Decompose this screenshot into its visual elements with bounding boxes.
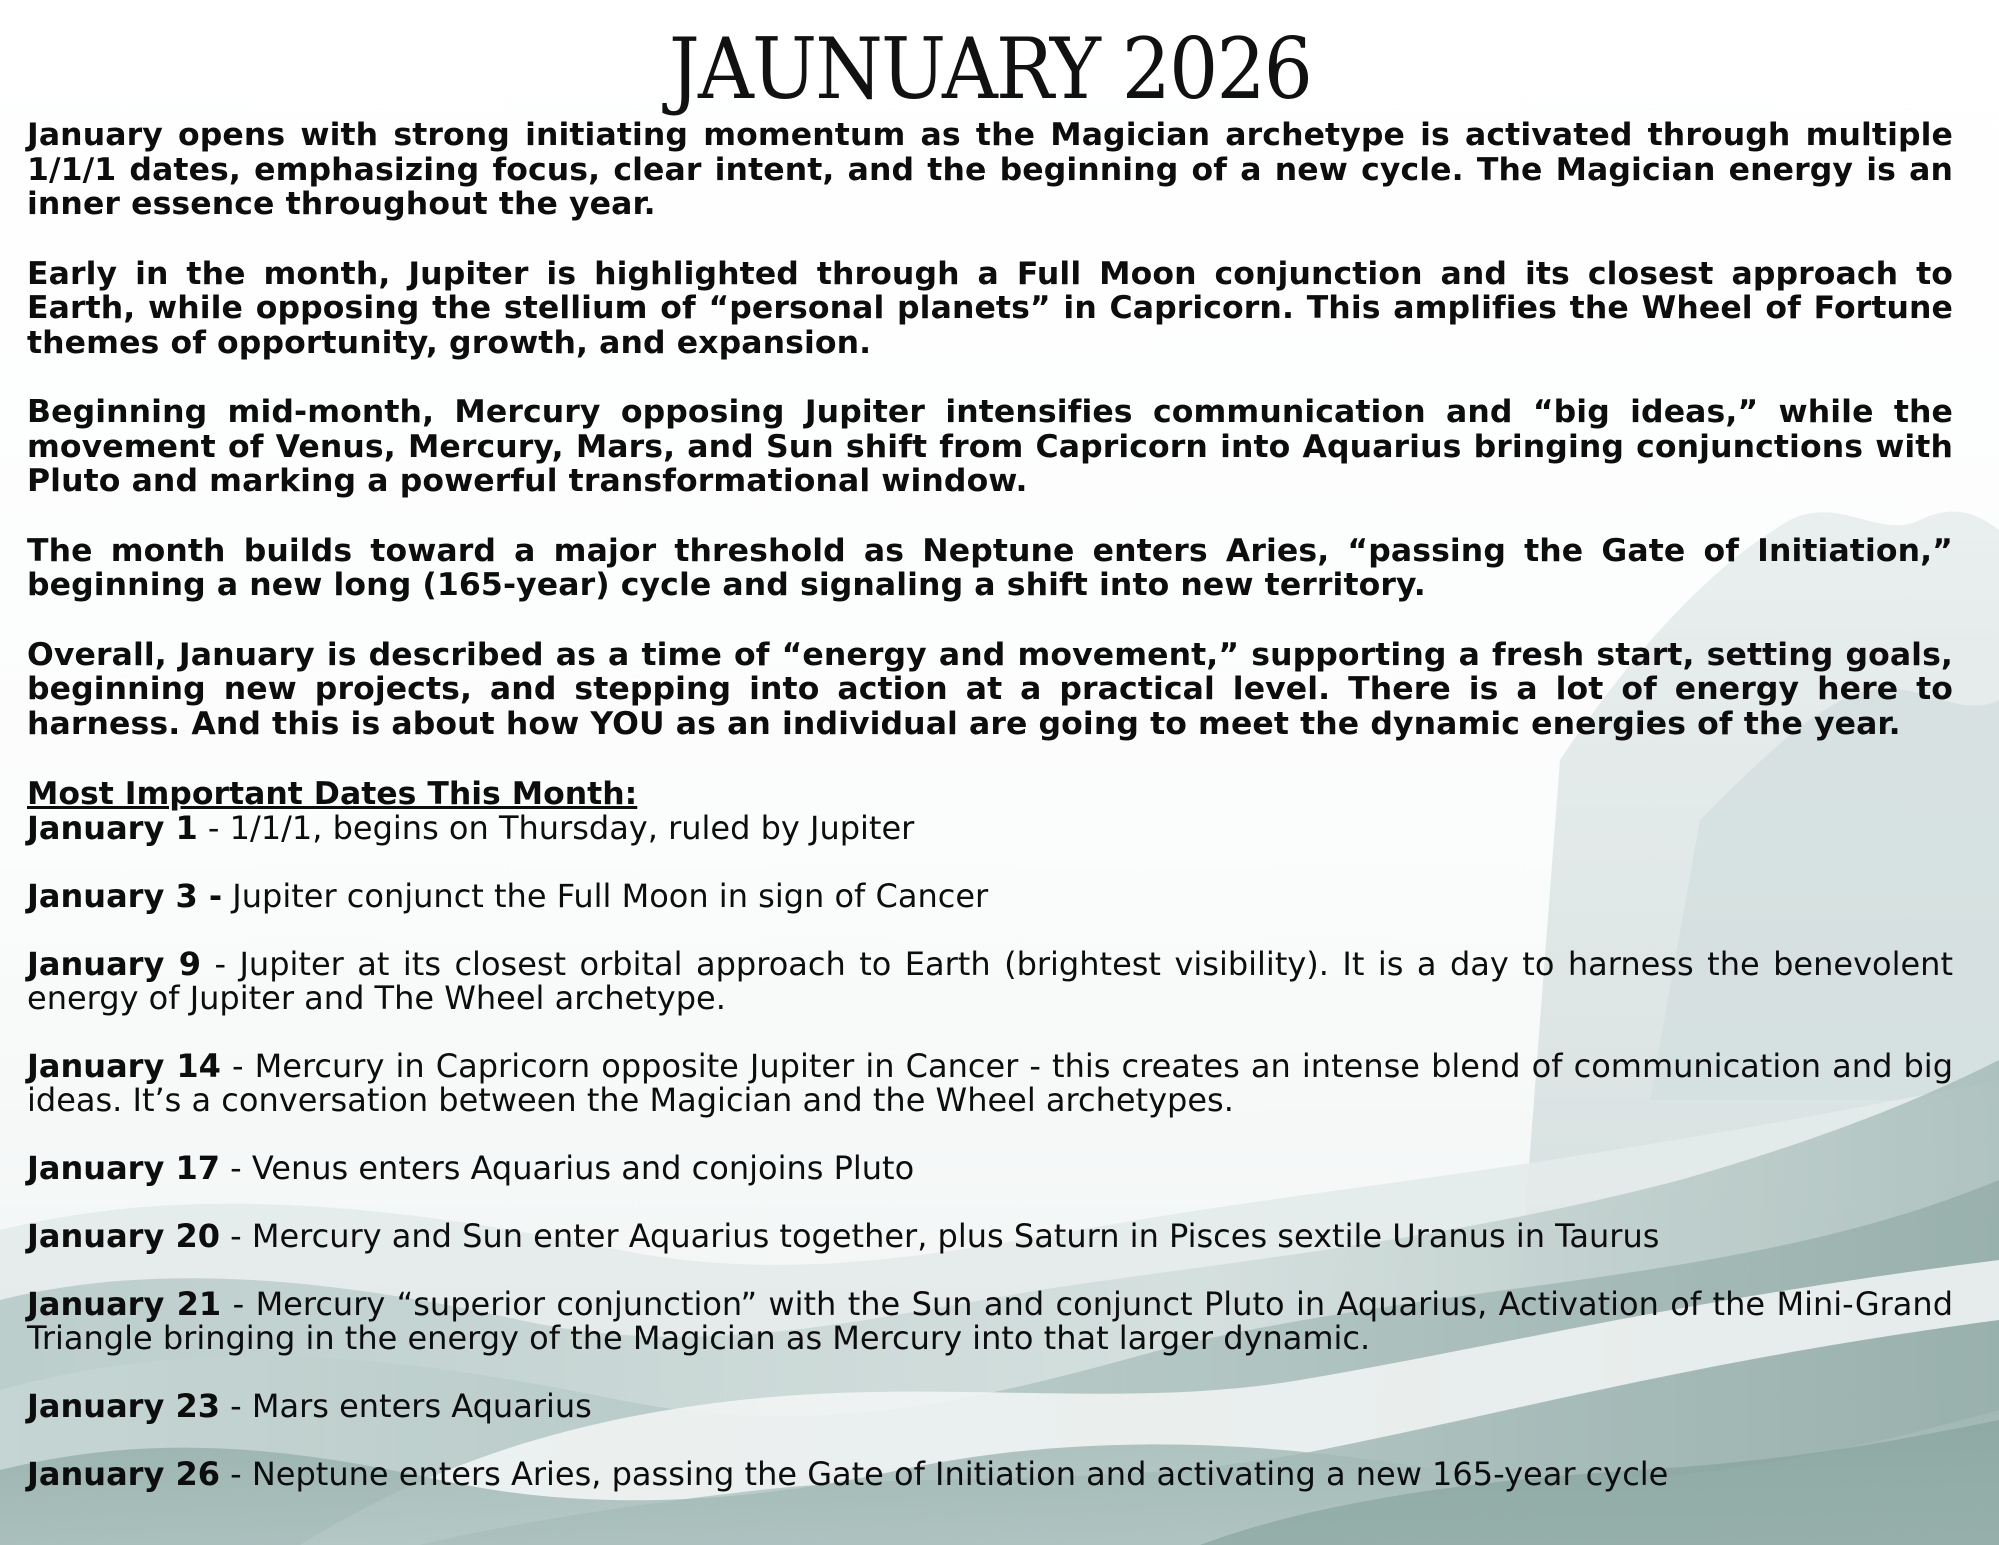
date-entry <box>27 1151 1953 1185</box>
date-separator: - <box>220 1047 255 1085</box>
intro-section <box>27 118 1953 741</box>
date-separator: - <box>201 945 240 983</box>
date-separator: - <box>219 1455 252 1493</box>
date-description: Mars enters Aquarius <box>251 1387 592 1425</box>
date-entry <box>27 1457 1953 1491</box>
date-separator: - <box>219 1149 252 1187</box>
date-label: January 1 <box>27 809 198 847</box>
date-entry <box>27 879 1953 913</box>
intro-paragraph: Overall, January is described as a time of “energy and movement,” supporting a fresh start, setting goals, beginning new projects, and stepping into action at a practical level. There is a lot of energy here to harness. And this is about how YOU as an individual are going to meet the dynamic energies of the year. <box>27 636 1953 742</box>
date-label: January 26 <box>27 1455 220 1493</box>
dates-section <box>27 777 1953 1491</box>
date-label: January 17 <box>27 1149 220 1187</box>
date-entry <box>27 1219 1953 1253</box>
date-label: January 9 <box>27 945 201 983</box>
intro-paragraph: Beginning mid-month, Mercury opposing Jupiter intensifies communication and “big ideas,” while the movement of Venus, Mercury, Mars, and Sun shift from Capricorn into Aquarius bringing conjunctions with Pluto and marking a powerful transformational window. <box>27 394 1953 499</box>
date-description: Mercury “superior conjunction” with the Sun and conjunct Pluto in Aquarius, Activation of the Mini-Grand Triangle bringing in the energy of the Magician as Mercury into that larger dynamic. <box>27 1285 1954 1357</box>
date-label: January 3 - <box>27 877 223 915</box>
date-separator <box>222 877 232 915</box>
date-label: January 23 <box>27 1387 220 1425</box>
date-separator: - <box>221 1285 256 1323</box>
date-separator: - <box>197 809 230 847</box>
date-entry <box>27 811 1953 845</box>
intro-paragraph: The month builds toward a major threshold as Neptune enters Aries, “passing the Gate of Initiation,” beginning a new long (165-year) cycle and signaling a shift into new territory. <box>27 532 1953 603</box>
date-description: 1/1/1, begins on Thursday, ruled by Jupiter <box>229 809 915 847</box>
page-title: JAUNUARY 2026 <box>668 20 1312 118</box>
date-entry <box>27 947 1953 1015</box>
date-label: January 20 <box>27 1217 220 1255</box>
intro-paragraph: January opens with strong initiating momentum as the Magician archetype is activated through multiple 1/1/1 dates, emphasizing focus, clear intent, and the beginning of a new cycle. The Magician energy is an inner essence throughout the year. <box>27 117 1953 222</box>
date-entry <box>27 1287 1953 1355</box>
date-description: Jupiter conjunct the Full Moon in sign of Cancer <box>232 877 989 915</box>
date-description: Neptune enters Aries, passing the Gate of Initiation and activating a new 165-year cycle <box>251 1455 1669 1493</box>
date-description: Jupiter at its closest orbital approach to Earth (brightest visibility). It is a day to harness the benevolent energy of Jupiter and The Wheel archetype. <box>27 945 1954 1017</box>
date-description: Venus enters Aquarius and conjoins Pluto <box>251 1149 915 1187</box>
date-label: January 21 <box>27 1285 222 1323</box>
date-description: Mercury in Capricorn opposite Jupiter in Cancer - this creates an intense blend of communication and big ideas. It’s a conversation between the Magician and the Wheel archetypes. <box>27 1047 1954 1119</box>
dates-heading: Most Important Dates This Month: <box>27 776 638 812</box>
date-entry <box>27 1049 1953 1117</box>
intro-paragraph: Early in the month, Jupiter is highlighted through a Full Moon conjunction and its closest approach to Earth, while opposing the stellium of “personal planets” in Capricorn. This amplifies the Wheel of Fortune themes of opportunity, growth, and expansion. <box>27 255 1953 361</box>
date-label: January 14 <box>27 1047 221 1085</box>
date-entry <box>27 1389 1953 1423</box>
date-separator: - <box>219 1387 252 1425</box>
date-description: Mercury and Sun enter Aquarius together, plus Saturn in Pisces sextile Uranus in Taurus <box>251 1217 1660 1255</box>
document-content <box>27 0 1953 1545</box>
date-separator: - <box>219 1217 252 1255</box>
